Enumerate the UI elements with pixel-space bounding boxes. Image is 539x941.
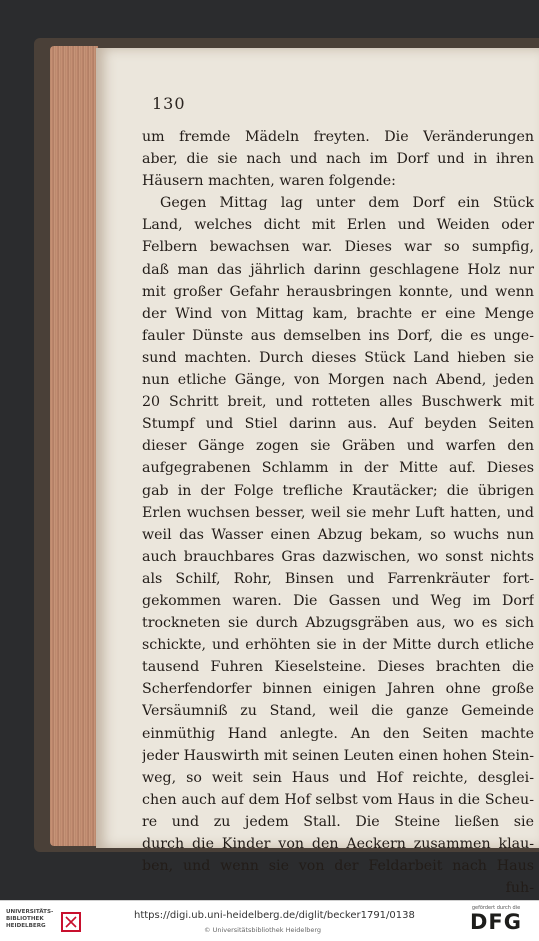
text-line: fuh-: [505, 880, 534, 897]
dfg-wordmark: DFG: [469, 910, 522, 934]
page-number: 130: [152, 94, 186, 113]
text-line: trockneten sie durch Abzugsgräben aus, wo es sich: [142, 615, 534, 632]
text-line: Erlen wuchsen besser, weil sie mehr Luft hatten, und: [142, 504, 534, 521]
text-line: schickte, und erhöhten sie in der Mitte durch etliche: [142, 637, 534, 654]
text-line: mit großer Gefahr herausbringen konnte, und wenn: [142, 283, 534, 300]
text-line: weil das Wasser einen Abzug bekam, so wuchs nun: [142, 526, 534, 543]
text-line: der Wind von Mittag kam, brachte er eine Menge: [142, 305, 534, 322]
viewer-footer: [0, 900, 539, 941]
dfg-logo[interactable]: [461, 905, 531, 937]
text-line: Versäumniß zu Stand, weil die ganze Gemeinde: [142, 703, 534, 720]
copyright-notice: © Universitätsbibliothek Heidelberg: [204, 926, 322, 934]
text-line: ben, und wenn sie von der Feldarbeit nach Haus: [142, 858, 534, 875]
university-seal-icon: [60, 911, 82, 933]
text-line: gekommen waren. Die Gassen und Weg im Dorf: [142, 592, 534, 609]
dfg-funded-label: gefördert durch die: [471, 905, 521, 911]
text-line: dieser Gänge zogen sie Gräben und warfen den: [142, 438, 534, 455]
text-line: Land, welches dicht mit Erlen und Weiden oder: [142, 217, 534, 234]
ub-heidelberg-logo[interactable]: [6, 909, 76, 935]
text-line: fauler Dünste aus demselben ins Dorf, die es unge-: [142, 327, 534, 344]
text-line: Felbern bewachsen war. Dieses war so sumpfig,: [142, 239, 534, 256]
text-line: um fremde Mädeln freyten. Die Veränderungen: [142, 129, 534, 145]
text-line: Scherfendorfer binnen einigen Jahren ohne große: [142, 681, 534, 698]
text-line: Stumpf und Stiel darinn aus. Auf beyden Seiten: [142, 416, 534, 433]
text-line: daß man das jährlich darinn geschlagene Holz nur: [142, 261, 534, 278]
text-line: jeder Hauswirth mit seinen Leuten einen hohen Stein-: [142, 747, 534, 764]
text-line: 20 Schritt breit, und rotteten alles Buschwerk mit: [142, 394, 534, 411]
text-line: tausend Fuhren Kieselsteine. Dieses brachten die: [142, 659, 534, 676]
text-line: chen auch auf dem Hof selbst vom Haus in die Scheu-: [142, 791, 534, 808]
text-line: aber, die sie nach und nach im Dorf und in ihren: [142, 151, 534, 168]
page-edges: [50, 46, 98, 846]
text-line: Gegen Mittag lag unter dem Dorf ein Stück: [160, 195, 534, 212]
text-line: re und zu jedem Stall. Die Steine ließen sie: [142, 813, 534, 830]
text-line: auch brauchbares Gras dazwischen, wo sonst nichts: [142, 548, 534, 565]
text-line: durch die Kinder von den Aeckern zusammen klau-: [142, 836, 534, 852]
text-line: gab in der Folge trefliche Krautäcker; die übrigen: [142, 482, 534, 499]
text-line: nun etliche Gänge, von Morgen nach Abend, jeden: [142, 372, 534, 389]
text-line: weg, so weit sein Haus und Hof reichte, desglei-: [142, 769, 534, 786]
logo-text: UNIVERSITÄTS- BIBLIOTHEK HEIDELBERG: [6, 909, 54, 929]
page-text: [142, 126, 534, 899]
text-line: aufgegrabenen Schlamm in der Mitte auf. Dieses: [142, 460, 534, 477]
text-line: Häusern machten, waren folgende:: [142, 173, 396, 190]
text-line: als Schilf, Rohr, Binsen und Farrenkräuter fort-: [142, 570, 534, 587]
text-line: sund machten. Durch dieses Stück Land hieben sie: [142, 349, 534, 366]
page-url-link[interactable]: https://digi.ub.uni-heidelberg.de/diglit/becker1791/0138: [134, 910, 415, 921]
text-line: einmüthig Hand anlegte. An den Seiten machte: [142, 725, 534, 742]
